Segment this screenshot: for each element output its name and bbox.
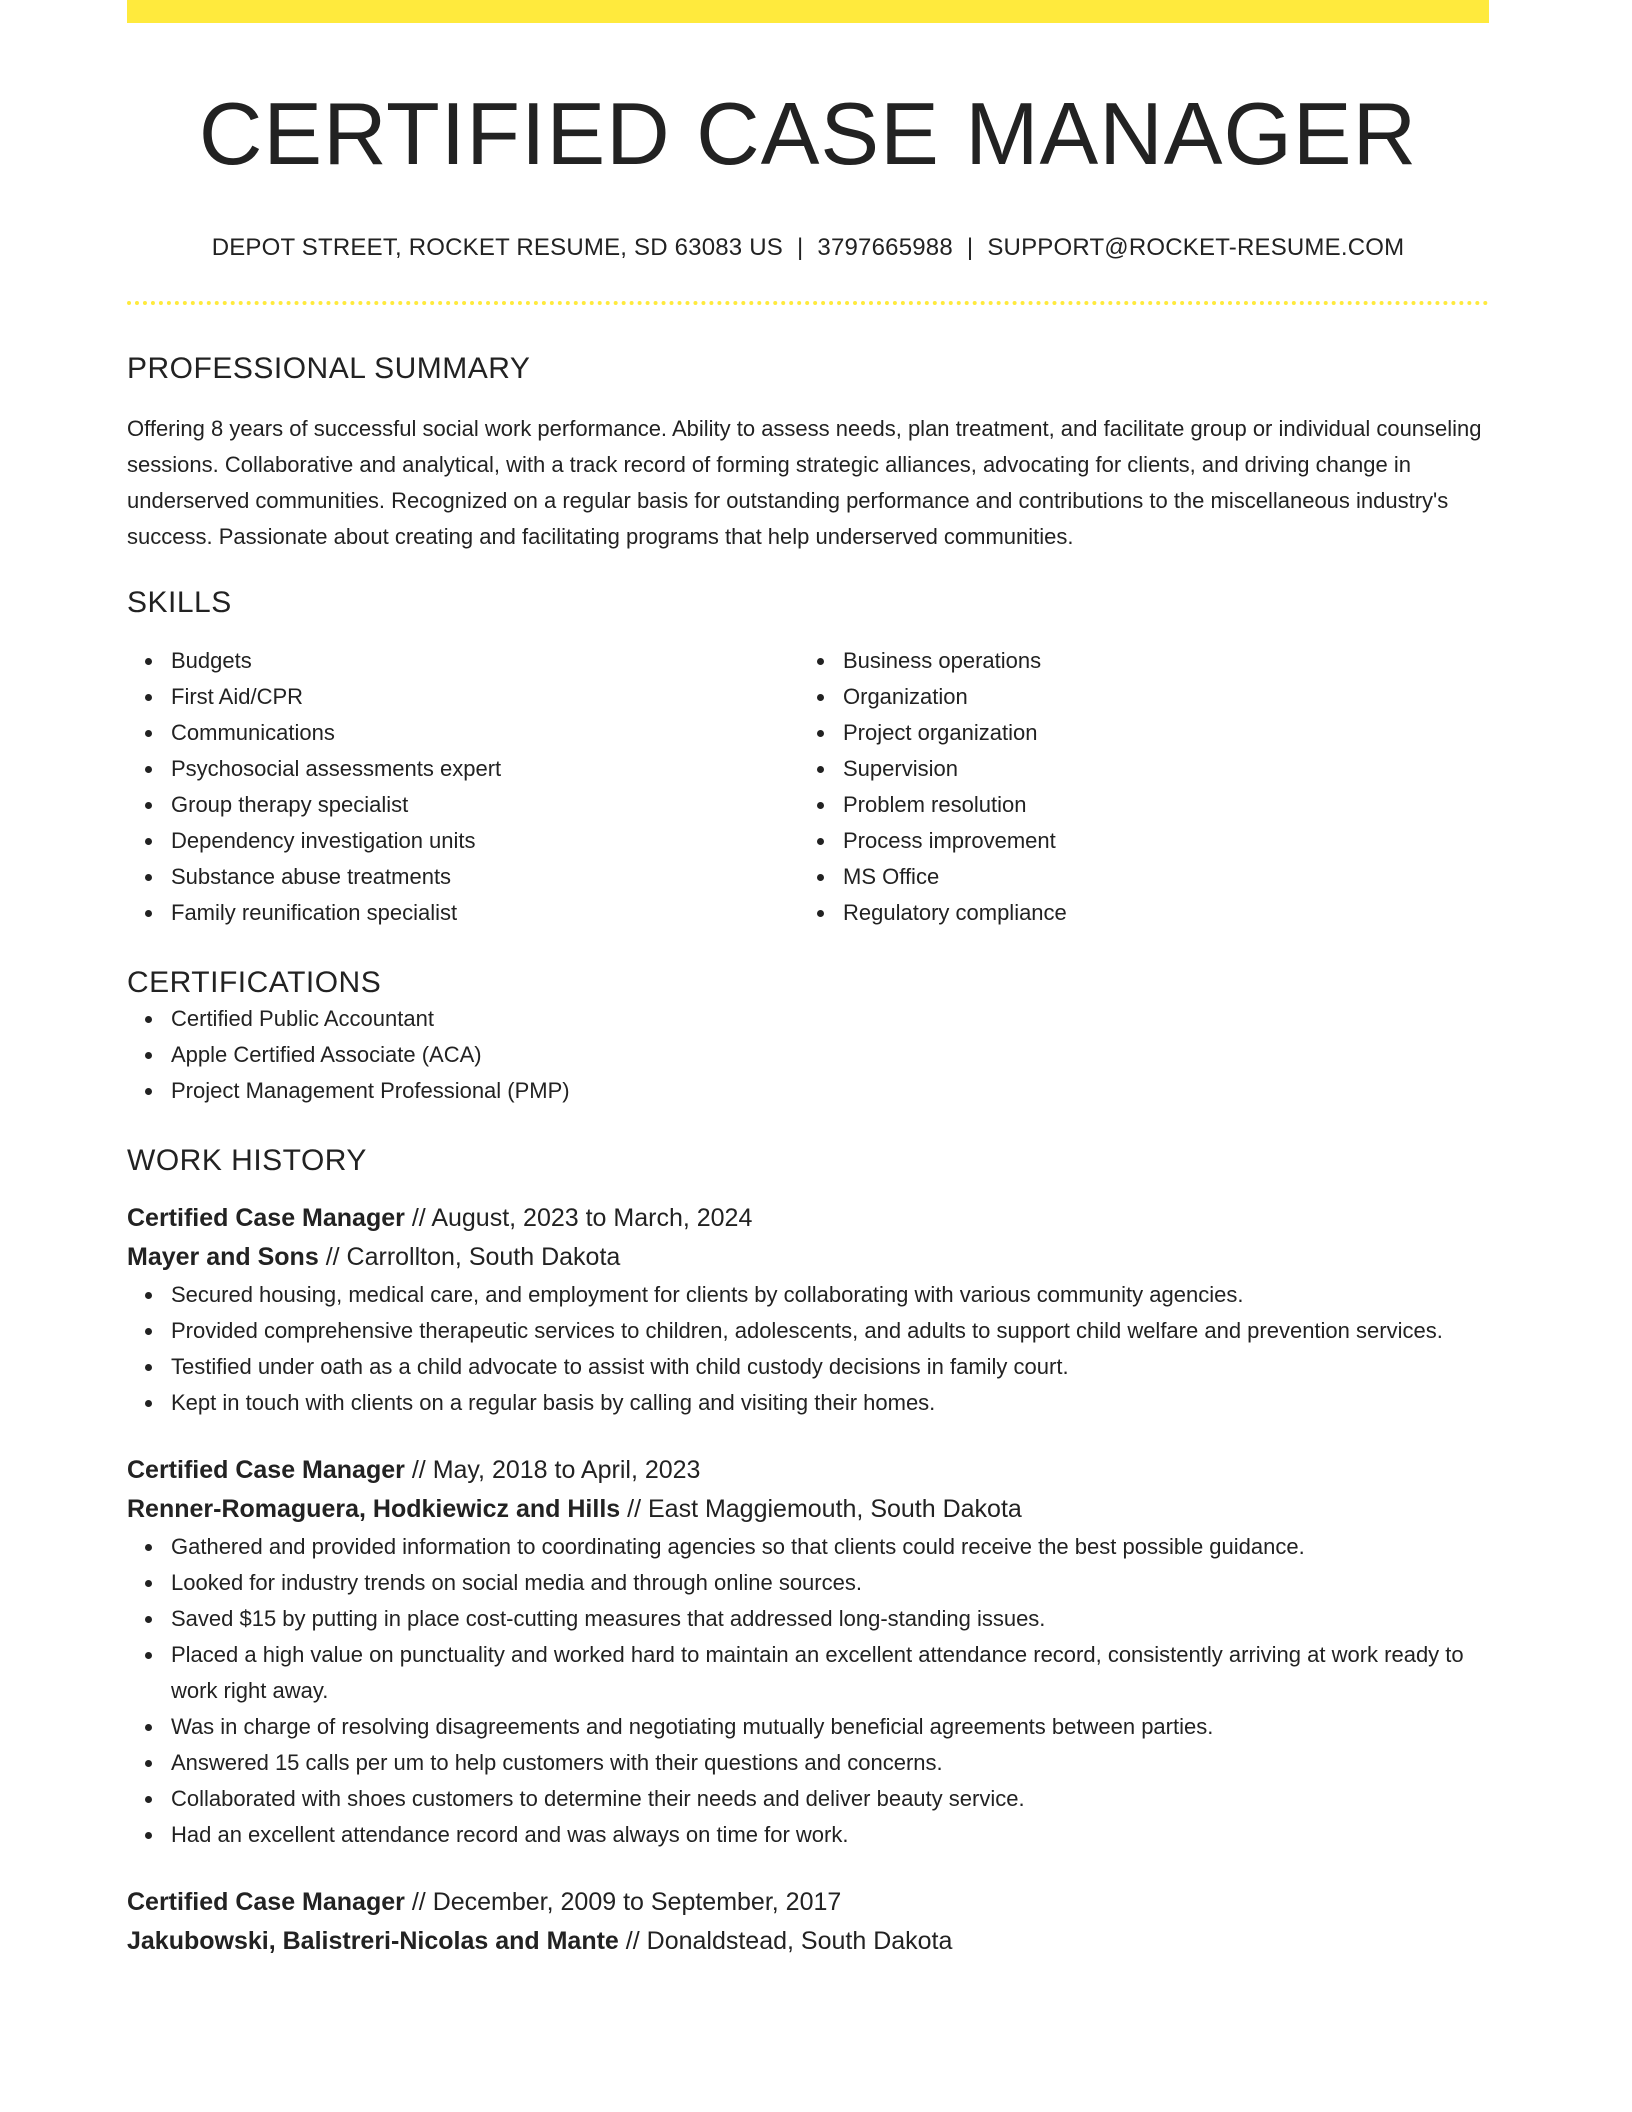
job-role: Certified Case Manager (127, 1887, 405, 1916)
skill-item: Organization (843, 679, 1471, 715)
skill-item: Budgets (171, 643, 799, 679)
certification-item: Certified Public Accountant (171, 1001, 1489, 1037)
job-location: Donaldstead, South Dakota (646, 1926, 953, 1955)
contact-email[interactable]: SUPPORT@ROCKET-RESUME.COM (987, 234, 1405, 262)
job-separator: // (627, 1494, 642, 1523)
skill-item: Project organization (843, 715, 1471, 751)
skills-grid (127, 643, 1489, 931)
skill-item: Problem resolution (843, 787, 1471, 823)
top-accent-bar (127, 0, 1489, 23)
skill-item: Substance abuse treatments (171, 859, 799, 895)
skill-item: Process improvement (843, 823, 1471, 859)
job-bullet: Secured housing, medical care, and employment for clients by collaborating with various community agencies. (171, 1277, 1489, 1313)
skill-item: MS Office (843, 859, 1471, 895)
job-bullet: Was in charge of resolving disagreements and negotiating mutually beneficial agreements between parties. (171, 1709, 1489, 1745)
job-bullets (127, 1277, 1489, 1421)
work-history-heading: WORK HISTORY (127, 1143, 367, 1177)
contact-line (127, 234, 1489, 263)
job-company: Mayer and Sons (127, 1242, 319, 1271)
skills-column-right (799, 643, 1471, 931)
skill-item: First Aid/CPR (171, 679, 799, 715)
summary-text: Offering 8 years of successful social work performance. Ability to assess needs, plan treatment, and facilitate group or individual counseling sessions. Collaborative and analytical, with a track record of forming strategic alliances, advocating for clients, and driving change in underserved communities. Recognized on a regular basis for outstanding performance and contributions to the miscellaneous industry's success. Passionate about creating and facilitating programs that help underserved communities. (127, 415, 1482, 549)
job-entry (127, 1199, 1489, 1421)
job-company: Jakubowski, Balistreri-Nicolas and Mante (127, 1926, 619, 1955)
job-bullet: Answered 15 calls per um to help customers with their questions and concerns. (171, 1745, 1489, 1781)
skill-item: Dependency investigation units (171, 823, 799, 859)
job-role: Certified Case Manager (127, 1455, 405, 1484)
job-entry (127, 1451, 1489, 1853)
job-role-line (127, 1199, 1489, 1238)
job-bullet: Kept in touch with clients on a regular basis by calling and visiting their homes. (171, 1385, 1489, 1421)
certifications-list (127, 1001, 1489, 1109)
job-bullet: Had an excellent attendance record and was always on time for work. (171, 1817, 1489, 1853)
job-company-line (127, 1490, 1489, 1529)
job-bullet: Saved $15 by putting in place cost-cutting measures that addressed long-standing issues. (171, 1601, 1489, 1637)
skill-item: Communications (171, 715, 799, 751)
job-separator: // (325, 1242, 340, 1271)
certification-item: Project Management Professional (PMP) (171, 1073, 1489, 1109)
job-bullet: Looked for industry trends on social media and through online sources. (171, 1565, 1489, 1601)
job-company-line (127, 1922, 1489, 1961)
skill-item: Regulatory compliance (843, 895, 1471, 931)
job-separator: // (411, 1455, 426, 1484)
contact-separator: | (966, 234, 974, 262)
resume-name: CERTIFIED CASE MANAGER (198, 84, 1418, 183)
skill-item: Business operations (843, 643, 1471, 679)
job-role: Certified Case Manager (127, 1203, 405, 1232)
skill-item: Family reunification specialist (171, 895, 799, 931)
certifications-heading: CERTIFICATIONS (127, 965, 382, 999)
job-bullets (127, 1529, 1489, 1853)
job-company-line (127, 1238, 1489, 1277)
job-role-line (127, 1883, 1489, 1922)
contact-phone[interactable]: 3797665988 (817, 234, 953, 262)
skill-item: Group therapy specialist (171, 787, 799, 823)
job-separator: // (411, 1203, 426, 1232)
skill-item: Psychosocial assessments expert (171, 751, 799, 787)
job-bullet: Testified under oath as a child advocate to assist with child custody decisions in family court. (171, 1349, 1489, 1385)
job-location: Carrollton, South Dakota (346, 1242, 621, 1271)
job-bullet: Collaborated with shoes customers to determine their needs and deliver beauty service. (171, 1781, 1489, 1817)
job-dates: August, 2023 to March, 2024 (431, 1203, 753, 1232)
job-bullet: Provided comprehensive therapeutic services to children, adolescents, and adults to support child welfare and prevention services. (171, 1313, 1489, 1349)
skills-list-left (127, 643, 799, 931)
summary-heading: PROFESSIONAL SUMMARY (127, 351, 531, 385)
skills-column-left (127, 643, 799, 931)
job-dates: December, 2009 to September, 2017 (432, 1887, 842, 1916)
job-dates: May, 2018 to April, 2023 (432, 1455, 701, 1484)
job-role-line (127, 1451, 1489, 1490)
job-location: East Maggiemouth, South Dakota (647, 1494, 1022, 1523)
dotted-divider (127, 301, 1489, 305)
contact-separator: | (796, 234, 804, 262)
job-company: Renner-Romaguera, Hodkiewicz and Hills (127, 1494, 621, 1523)
skill-item: Supervision (843, 751, 1471, 787)
job-separator: // (411, 1887, 426, 1916)
job-bullet: Gathered and provided information to coordinating agencies so that clients could receive the best possible guidance. (171, 1529, 1489, 1565)
job-separator: // (625, 1926, 640, 1955)
job-entry (127, 1883, 1489, 1961)
certification-item: Apple Certified Associate (ACA) (171, 1037, 1489, 1073)
resume-page (127, 0, 1489, 1961)
contact-address: DEPOT STREET, ROCKET RESUME, SD 63083 US (211, 234, 783, 262)
skills-list-right (799, 643, 1471, 931)
job-bullet: Placed a high value on punctuality and worked hard to maintain an excellent attendance record, consistently arriving at work ready to work right away. (171, 1637, 1489, 1709)
skills-heading: SKILLS (127, 585, 232, 619)
